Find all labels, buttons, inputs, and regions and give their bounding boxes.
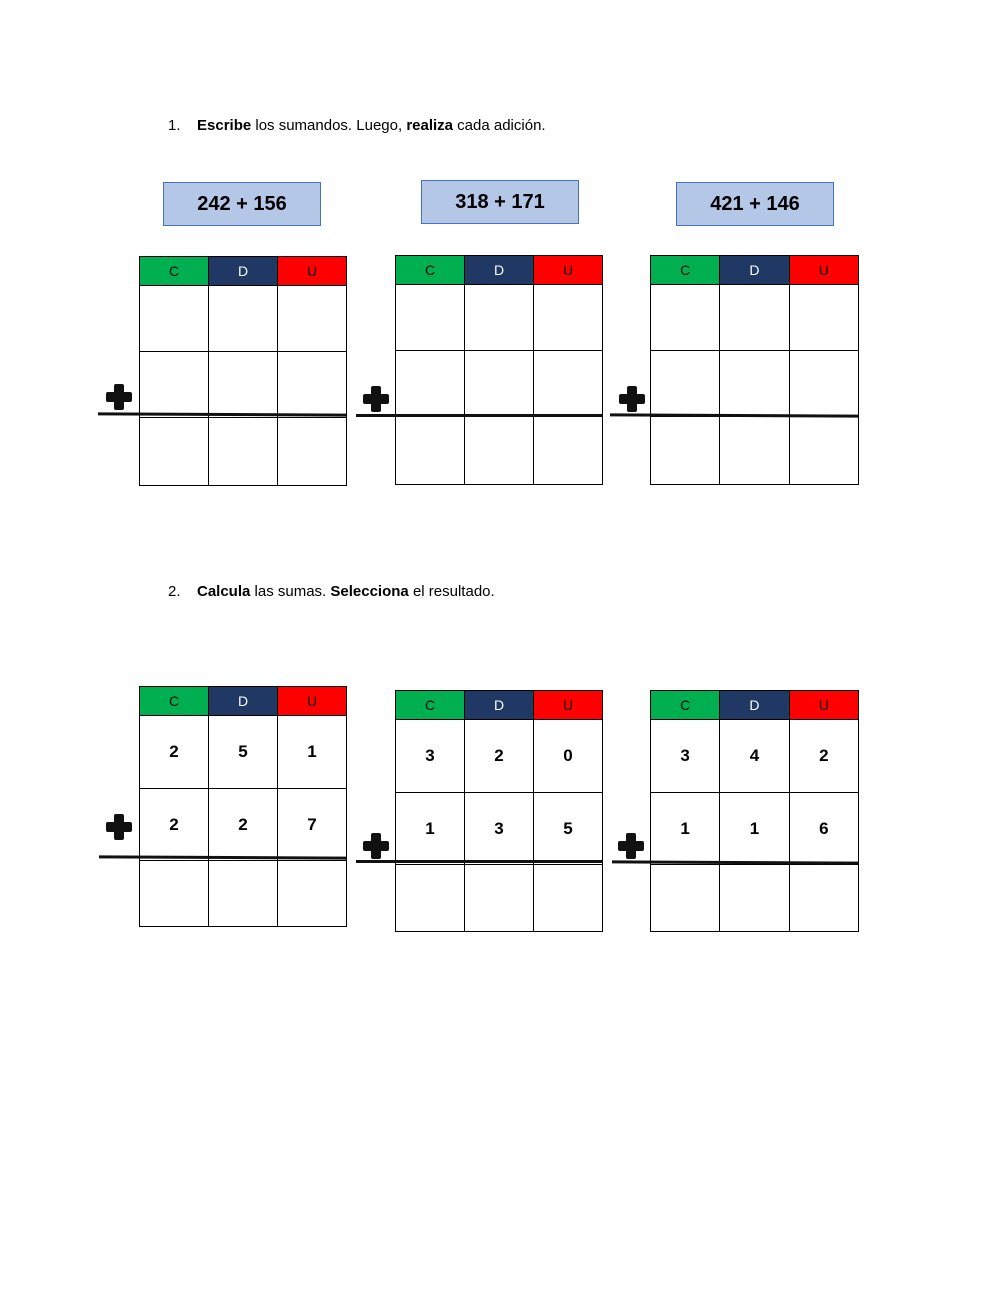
result-cell-c[interactable] — [140, 418, 209, 486]
instruction-verb: Escribe — [197, 117, 252, 134]
input-cell-c[interactable] — [651, 351, 720, 417]
place-value-grid-2b — [395, 690, 603, 932]
result-cell-c[interactable] — [396, 417, 465, 485]
input-cell-c[interactable] — [140, 286, 209, 352]
header-u: U — [789, 256, 858, 285]
input-cell-c[interactable] — [396, 285, 465, 351]
place-value-grid-1c — [650, 255, 859, 485]
place-value-grid-2c — [650, 690, 859, 932]
header-c: C — [651, 256, 720, 285]
input-cell-c[interactable] — [396, 351, 465, 417]
instruction-text: cada adición. — [453, 117, 546, 134]
result-cell-u[interactable] — [534, 865, 603, 932]
instruction-text: el resultado. — [408, 583, 495, 600]
input-cell-d[interactable] — [465, 285, 534, 351]
plus-icon — [618, 833, 644, 859]
header-c: C — [140, 257, 209, 286]
expression-box-2: 318 + 171 — [421, 180, 579, 224]
digit-cell-u: 1 — [278, 716, 347, 789]
header-c: C — [396, 256, 465, 285]
instruction-2 — [168, 583, 495, 600]
input-cell-u[interactable] — [278, 352, 347, 418]
plus-icon — [363, 833, 389, 859]
sum-line — [610, 413, 858, 417]
instruction-verb: Calcula — [197, 583, 251, 600]
result-cell-u[interactable] — [789, 417, 858, 485]
expression-box-1: 242 + 156 — [163, 182, 321, 226]
header-c: C — [396, 691, 465, 720]
digit-cell-d: 2 — [465, 720, 534, 793]
digit-cell-d: 5 — [209, 716, 278, 789]
header-c: C — [140, 687, 209, 716]
result-cell-c[interactable] — [140, 861, 209, 927]
place-value-grid-1b — [395, 255, 603, 485]
input-cell-u[interactable] — [789, 351, 858, 417]
instruction-verb: Selecciona — [330, 583, 409, 600]
header-u: U — [278, 257, 347, 286]
input-cell-u[interactable] — [278, 286, 347, 352]
place-value-grid-1a — [139, 256, 347, 486]
result-cell-d[interactable] — [720, 417, 789, 485]
input-cell-u[interactable] — [789, 285, 858, 351]
result-cell-u[interactable] — [278, 418, 347, 486]
digit-cell-c: 2 — [140, 789, 209, 861]
input-cell-c[interactable] — [140, 352, 209, 418]
sum-line — [356, 860, 603, 863]
input-cell-d[interactable] — [209, 352, 278, 418]
digit-cell-d: 2 — [209, 789, 278, 861]
input-cell-d[interactable] — [209, 286, 278, 352]
header-u: U — [789, 691, 858, 720]
result-cell-u[interactable] — [789, 865, 858, 932]
input-cell-d[interactable] — [720, 285, 789, 351]
header-u: U — [534, 256, 603, 285]
instruction-number: 2. — [168, 583, 181, 600]
instruction-text: los sumandos. Luego, — [251, 117, 407, 134]
result-cell-u[interactable] — [534, 417, 603, 485]
header-d: D — [720, 691, 789, 720]
result-cell-c[interactable] — [651, 417, 720, 485]
digit-cell-c: 3 — [396, 720, 465, 793]
header-d: D — [209, 257, 278, 286]
plus-icon — [106, 384, 132, 410]
instruction-text: las sumas. — [250, 583, 331, 600]
digit-cell-d: 4 — [720, 720, 789, 793]
result-cell-u[interactable] — [278, 861, 347, 927]
input-cell-u[interactable] — [534, 285, 603, 351]
sum-line — [356, 414, 603, 417]
digit-cell-u: 7 — [278, 789, 347, 861]
header-u: U — [278, 687, 347, 716]
digit-cell-u: 2 — [789, 720, 858, 793]
digit-cell-c: 2 — [140, 716, 209, 789]
result-cell-d[interactable] — [465, 865, 534, 932]
result-cell-d[interactable] — [720, 865, 789, 932]
digit-cell-u: 6 — [789, 793, 858, 865]
sum-line — [98, 412, 346, 416]
plus-icon — [363, 386, 389, 412]
digit-cell-u: 5 — [534, 793, 603, 865]
digit-cell-d: 3 — [465, 793, 534, 865]
digit-cell-c: 1 — [651, 793, 720, 865]
header-d: D — [465, 691, 534, 720]
plus-icon — [106, 814, 132, 840]
expression-box-3: 421 + 146 — [676, 182, 834, 226]
result-cell-c[interactable] — [396, 865, 465, 932]
input-cell-u[interactable] — [534, 351, 603, 417]
result-cell-d[interactable] — [209, 861, 278, 927]
sum-line — [99, 855, 347, 859]
instruction-verb: realiza — [406, 117, 454, 134]
digit-cell-c: 1 — [396, 793, 465, 865]
instruction-number: 1. — [168, 117, 181, 134]
plus-icon — [619, 386, 645, 412]
header-d: D — [209, 687, 278, 716]
header-c: C — [651, 691, 720, 720]
header-d: D — [720, 256, 789, 285]
result-cell-d[interactable] — [465, 417, 534, 485]
header-u: U — [534, 691, 603, 720]
input-cell-d[interactable] — [465, 351, 534, 417]
input-cell-d[interactable] — [720, 351, 789, 417]
instruction-1 — [168, 117, 546, 134]
result-cell-d[interactable] — [209, 418, 278, 486]
digit-cell-d: 1 — [720, 793, 789, 865]
result-cell-c[interactable] — [651, 865, 720, 932]
digit-cell-c: 3 — [651, 720, 720, 793]
digit-cell-u: 0 — [534, 720, 603, 793]
input-cell-c[interactable] — [651, 285, 720, 351]
place-value-grid-2a — [139, 686, 347, 927]
header-d: D — [465, 256, 534, 285]
